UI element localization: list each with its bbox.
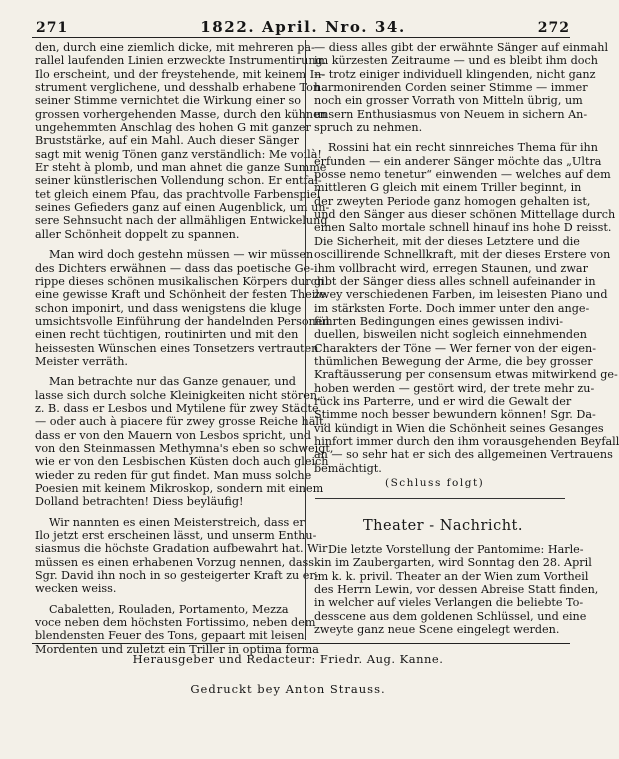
text-line: grossen vorhergehenden Masse, durch den kühnen xyxy=(35,107,327,121)
text-line: voce neben dem höchsten Fortissimo, neben dem xyxy=(35,616,316,630)
text-line: heissesten Wünschen eines Tonsetzers vertrauten xyxy=(35,341,319,355)
text-line: Meister verräth. xyxy=(35,354,128,368)
text-line: bemächtigt. xyxy=(314,461,382,475)
text-line: z. B. dass er Lesbos und Mytilene für zwey Städte xyxy=(35,401,319,415)
text-line: rallel laufenden Linien erzweckte Instrumentirung. xyxy=(35,54,327,68)
text-line: kin im Zaubergarten, wird Sonntag den 28. April xyxy=(314,556,592,570)
text-line: Ilo jetzt erst erscheinen lässt, und unserm Enthu- xyxy=(35,529,317,543)
text-line: posse nemo tenetur“ einwenden — welches auf dem xyxy=(314,168,611,182)
text-line: Bruststärke, auf ein Mahl. Auch dieser Sänger xyxy=(35,134,299,148)
text-line: spruch zu nehmen. xyxy=(314,121,423,135)
text-line: des Herrn Lewin, vor dessen Abreise Statt finden, xyxy=(314,583,599,597)
text-line: lasse sich durch solche Kleinigkeiten nicht stören, xyxy=(35,388,321,402)
text-line: im stärksten Forte. Doch immer unter den ange- xyxy=(314,301,590,315)
text-line: Die Sicherheit, mit der dieses Letztere und die xyxy=(314,234,580,248)
text-line: Dolland betrachten! Diess beyläufig! xyxy=(35,495,244,509)
text-line: seiner Stimme vernichtet die Wirkung einer so xyxy=(35,94,301,108)
text-line: — diess alles gibt der erwähnte Sänger auf einmahl xyxy=(314,41,609,54)
issue-title: 1822. April. Nro. 34. xyxy=(200,18,406,36)
text-line: Die letzte Vorstellung der Pantomime: Harle- xyxy=(328,543,584,556)
text-line: zweyte ganz neue Scene eingelegt werden. xyxy=(314,623,560,637)
text-line: einen Salto mortale schnell hinauf ins hohe D reisst. xyxy=(314,221,612,235)
text-line: Stimme noch besser bewundern können! Sgr. Da- xyxy=(314,408,596,422)
theater-notice xyxy=(314,543,599,637)
text-line: gibt der Sänger diess alles schnell aufeinander in xyxy=(314,274,596,288)
paragraph-gap xyxy=(35,368,301,375)
text-line: Man betrachte nur das Ganze genauer, und xyxy=(49,375,296,389)
paragraph-gap xyxy=(314,134,572,141)
text-line: im k. k. privil. Theater an der Wien zum Vortheil xyxy=(314,569,589,583)
paragraph-gap xyxy=(35,509,301,516)
text-line: umsichtsvolle Einführung der handelnden Personen xyxy=(35,314,330,328)
text-line: in welcher auf vieles Verlangen die beliebte To- xyxy=(314,596,584,610)
text-line: aller Schönheit doppelt zu spannen. xyxy=(35,227,240,241)
text-line: schon imponirt, und dass wenigstens die kluge xyxy=(35,301,302,315)
text-line: Kraftäusserung per consensum etwas mitwirkend ge- xyxy=(314,368,618,382)
text-line: Er steht à plomb, und man ahnet die ganze Summe xyxy=(35,161,327,175)
text-line: der zweyten Periode ganz homogen gehalten ist, xyxy=(314,194,591,208)
text-line: wieder zu reden für gut findet. Man muss solche xyxy=(35,468,312,482)
text-line: ihm vollbracht wird, erregen Staunen, und zwar xyxy=(314,261,588,275)
header-rule xyxy=(32,37,570,38)
text-line: tet gleich einem Pfau, das prachtvolle Farbenspiel xyxy=(35,187,321,201)
text-line: und den Sänger aus dieser schönen Mittellage durch xyxy=(314,208,616,222)
text-line: desscene aus dem goldenen Schlüssel, und eine xyxy=(314,609,587,623)
text-line: noch ein grosser Vorrath von Mitteln übrig, um xyxy=(314,94,583,108)
printer-line: Gedruckt bey Anton Strauss. xyxy=(190,682,386,696)
text-line: unsern Enthusiasmus von Neuem in sichern An- xyxy=(314,107,588,121)
text-line: thümlichen Bewegung der Arme, die bey grosser xyxy=(314,354,593,368)
text-line: hinfort immer durch den ihm vorausgehenden Beyfall xyxy=(314,434,619,448)
text-line: sere Sehnsucht nach der allmähligen Entwickelung xyxy=(35,214,328,228)
page-header xyxy=(36,16,570,36)
text-line: Cabaletten, Rouladen, Portamento, Mezza xyxy=(49,602,289,616)
text-line: Poesien mit keinem Mikroskop, sondern mit einem xyxy=(35,482,324,495)
text-line: Rossini hat ein recht sinnreiches Thema für ihn xyxy=(328,141,598,155)
footer-rule xyxy=(32,643,570,644)
right-column xyxy=(314,41,619,475)
page-number-left: 271 xyxy=(36,20,69,36)
text-line: siasmus die höchste Gradation aufbewahrt hat. Wir xyxy=(35,542,328,556)
publisher-line: Herausgeber und Redacteur: Friedr. Aug. Kanne. xyxy=(132,652,444,666)
text-line: rück ins Parterre, und er wird die Gewalt der xyxy=(314,394,572,408)
text-line: sagt mit wenig Tönen ganz verständlich: Me voilà! xyxy=(35,147,322,161)
text-line: oscillirende Schnellkraft, mit der dieses Erstere von xyxy=(314,248,611,262)
theater-heading: Theater - Nachricht. xyxy=(363,518,523,534)
text-line: mittleren G gleich mit einem Triller beginnt, in xyxy=(314,181,582,195)
text-line: den, durch eine ziemlich dicke, mit mehreren pa- xyxy=(35,41,315,54)
text-line: seines Gefieders ganz auf einen Augenblick, um un- xyxy=(35,201,330,215)
text-line: einen recht tüchtigen, routinirten und mit den xyxy=(35,328,299,342)
text-line: dass er von den Mauern von Lesbos spricht, und xyxy=(35,428,312,442)
page-number-right: 272 xyxy=(537,20,570,36)
text-line: im kürzesten Zeitraume — und es bleibt ihm doch xyxy=(314,54,598,68)
text-line: eine gewisse Kraft und Schönheit der festen Theile xyxy=(35,288,326,302)
text-line: an — so sehr hat er sich des allgemeinen Vertrauens xyxy=(314,448,613,462)
text-line: müssen es einen erhabenen Vorzug nennen, dass xyxy=(35,555,315,569)
text-line: zwey verschiedenen Farben, im leisesten Piano und xyxy=(314,288,608,302)
text-line: rippe dieses schönen musikalischen Körpers durch xyxy=(35,274,325,288)
text-line: blendensten Feuer des Tons, gepaart mit leisen xyxy=(35,629,305,643)
text-line: von den Steinmassen Methymna's eben so schweigt, xyxy=(35,441,334,455)
section-separator xyxy=(315,498,565,499)
text-line: ungehemmten Anschlag des hohen G mit ganzer xyxy=(35,121,311,135)
text-line: — oder auch à piacere für zwey grosse Reiche hält, xyxy=(35,415,328,429)
paragraph-gap xyxy=(35,241,301,248)
text-line: wie er von den Lesbischen Küsten doch auch gleich xyxy=(35,455,329,469)
text-line: duellen, bisweilen nicht sogleich einnehmenden xyxy=(314,328,587,342)
text-line: erfunden — ein anderer Sänger möchte das „Ultra xyxy=(314,154,602,168)
text-line: hoben werden — gestört wird, der trete mehr zu- xyxy=(314,381,595,395)
text-line: vid kündigt in Wien die Schönheit seines Gesanges xyxy=(314,421,604,435)
column-divider xyxy=(305,40,306,640)
text-line: des Dichters erwähnen — dass das poetische Ge- xyxy=(35,261,314,275)
text-line: führten Bedingungen eines gewissen indivi- xyxy=(314,314,564,328)
text-line: Man wird doch gestehn müssen — wir müssen xyxy=(49,248,314,262)
text-line: Ilo erscheint, und der freystehende, mit keinem In- xyxy=(35,67,326,81)
text-line: Wir nannten es einen Meisterstreich, dass er xyxy=(49,515,305,529)
text-line: Mordenten und zuletzt ein Triller in optima forma xyxy=(35,642,319,656)
text-line: Charakters der Töne — Wer ferner von der eigen- xyxy=(314,341,596,355)
text-line: Sgr. David ihn noch in so gesteigerter Kraft zu er- xyxy=(35,569,319,583)
text-line: seiner künstlerischen Vollendung schon. Er entfal- xyxy=(35,174,322,188)
continued-note: (Schluss folgt) xyxy=(385,477,485,489)
text-line: strument verglichene, und desshalb erhabene Ton xyxy=(35,81,321,95)
text-line: — trotz einiger individuell klingenden, nicht ganz xyxy=(314,67,596,81)
left-column xyxy=(35,41,334,656)
text-line: wecken weiss. xyxy=(35,582,117,596)
paragraph-gap xyxy=(35,596,301,603)
text-line: harmonirenden Corden seiner Stimme — immer xyxy=(314,81,588,95)
